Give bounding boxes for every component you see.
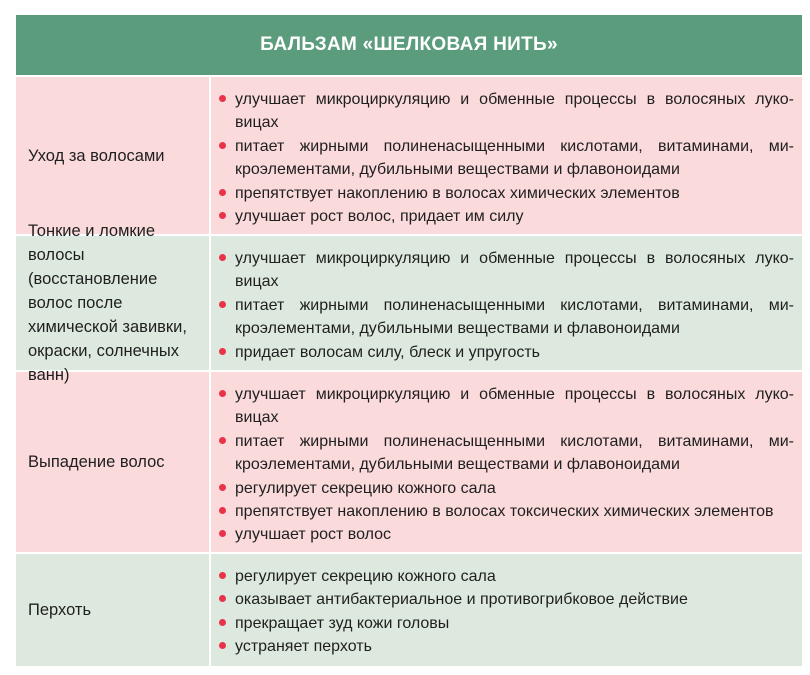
bullet-icon: [219, 484, 226, 491]
bullet-icon: [219, 595, 226, 602]
benefit-item: регулирует секрецию кожного сала: [219, 477, 794, 500]
benefit-item: улучшает микроциркуляцию и обменные процессы в волосяных луко-вицах: [219, 88, 794, 135]
benefit-item: устраняет перхоть: [219, 635, 794, 658]
bullet-icon: [219, 212, 226, 219]
bullet-icon: [219, 254, 226, 261]
benefit-item: препятствует накоплению в волосах токсических химических элементов: [219, 500, 794, 523]
table-row-thin-hair: [16, 236, 802, 372]
benefit-item: регулирует секрецию кожного сала: [219, 565, 794, 588]
row-label: Перхоть: [16, 554, 211, 666]
bullet-icon: [219, 348, 226, 355]
row-label: волосы (восстановление волос после химической завивки, окраски, солнечных: [16, 236, 211, 370]
table-row-hair-loss: [16, 372, 802, 554]
bullet-icon: [219, 642, 226, 649]
row-benefits: [211, 554, 802, 666]
row-benefits: [211, 236, 802, 370]
benefit-item: улучшает микроциркуляцию и обменные процессы в волосяных луко-вицах: [219, 383, 794, 430]
bullet-icon: [219, 142, 226, 149]
bullet-icon: [219, 530, 226, 537]
benefit-item: улучшает рост волос, придает им силу: [219, 205, 794, 228]
benefit-item: оказывает антибактериальное и противогрибковое действие: [219, 588, 794, 611]
product-table: [16, 15, 802, 666]
row-benefits: [211, 372, 802, 552]
benefit-item: улучшает рост волос: [219, 523, 794, 546]
benefit-item: улучшает микроциркуляцию и обменные процессы в волосяных луко-вицах: [219, 247, 794, 294]
benefit-item: прекращает зуд кожи головы: [219, 612, 794, 635]
benefit-item: придает волосам силу, блеск и упругость: [219, 341, 794, 364]
table-row-hair-care: [16, 77, 802, 236]
bullet-icon: [219, 572, 226, 579]
bullet-icon: [219, 301, 226, 308]
bullet-icon: [219, 619, 226, 626]
table-title: БАЛЬЗАМ «ШЕЛКОВАЯ НИТЬ»: [16, 15, 802, 77]
bullet-icon: [219, 390, 226, 397]
bullet-icon: [219, 95, 226, 102]
benefit-item: препятствует накоплению в волосах химических элементов: [219, 182, 794, 205]
table-row-dandruff: [16, 554, 802, 666]
row-label: Выпадение волос: [16, 372, 211, 552]
row-benefits: [211, 77, 802, 234]
row-label: Уход за волосами: [16, 77, 211, 234]
benefit-item: питает жирными полиненасыщенными кислотами, витаминами, ми-кроэлементами, дубильными веществами и флавоноидами: [219, 294, 794, 341]
bullet-icon: [219, 189, 226, 196]
benefit-item: питает жирными полиненасыщенными кислотами, витаминами, ми-кроэлементами, дубильными веществами и флавоноидами: [219, 430, 794, 477]
bullet-icon: [219, 507, 226, 514]
benefit-item: питает жирными полиненасыщенными кислотами, витаминами, ми-кроэлементами, дубильными веществами и флавоноидами: [219, 135, 794, 182]
bullet-icon: [219, 437, 226, 444]
